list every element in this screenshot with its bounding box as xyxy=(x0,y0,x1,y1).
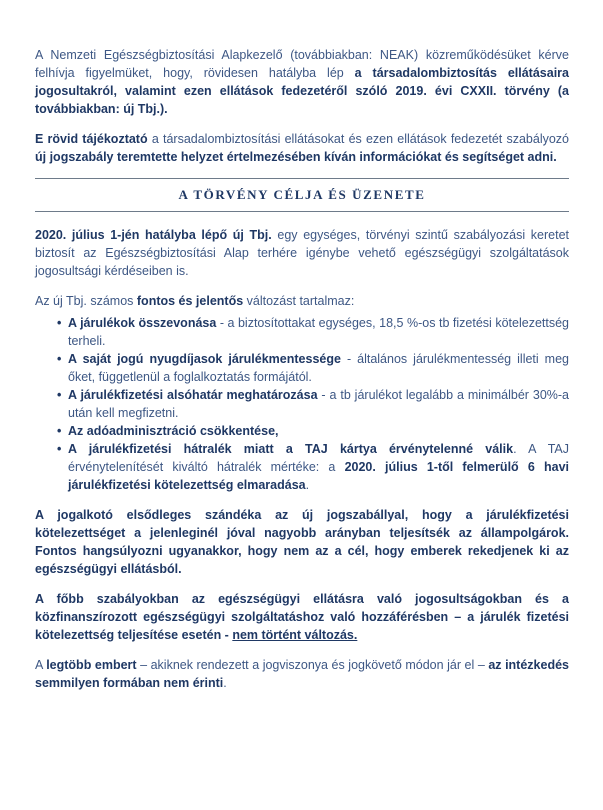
text-run: - általános járulékmentesség illeti meg őket, függetlenül a foglalkoztatás formájától. xyxy=(68,352,569,384)
bold-text-run: a társadalombiztosítás ellátásaira jogosultakról, valamint ezen ellátások fedezetéről szóló 2019. évi CXXII. törvény (a továbbiakban: új Tbj.). xyxy=(35,66,569,116)
bullet-item xyxy=(35,440,569,494)
bold-text-run: 2020. július 1-jén hatályba lépő új Tbj. xyxy=(35,228,272,242)
bold-text-run: A járulékok összevonása xyxy=(68,316,217,330)
text-run: . xyxy=(223,676,227,690)
bullet-item xyxy=(35,386,569,422)
text-run: a társadalombiztosítási ellátásokat és ezen ellátások fedezetét szabályozó xyxy=(147,132,569,146)
text-run: A xyxy=(35,658,47,672)
section-heading-title: A TÖRVÉNY CÉLJA ÉS ÜZENETE xyxy=(178,187,426,202)
text-run: - a tb járulékot legalább a minimálbér 30%-a után kell megfizetni. xyxy=(68,388,569,420)
paragraph-changes-lead xyxy=(35,292,569,310)
text-run: Az új Tbj. számos xyxy=(35,294,137,308)
bold-text-run: A járulékfizetési alsóhatár meghatározása xyxy=(68,388,318,402)
bullet-item xyxy=(35,314,569,350)
bold-text-run: új jogszabály teremtette helyzet értelmezésében kíván információkat és segítséget adni. xyxy=(35,150,557,164)
bullet-item xyxy=(35,422,569,440)
bullet-dot-icon: • xyxy=(57,442,62,456)
bullet-item xyxy=(35,350,569,386)
bold-text-run: E rövid tájékoztató xyxy=(35,132,148,146)
bold-text-run: 2020. július 1-től felmerülő 6 havi járulékfizetési kötelezettség elmaradása xyxy=(68,460,570,492)
bold-text-run: fontos és jelentős xyxy=(136,294,244,308)
text-run: – akiknek rendezett a jogviszonya és jogkövető módon jár el – xyxy=(136,658,489,672)
changes-bullet-list xyxy=(35,314,569,494)
text-run: A Nemzeti Egészségbiztosítási Alapkezelő (továbbiakban: NEAK) közreműködésüket kérve felhívja figyelmüket, hogy, rövidesen hatályba lép xyxy=(35,48,569,80)
bold-text-run: legtöbb embert xyxy=(46,658,137,672)
bullet-dot-icon: • xyxy=(57,424,62,438)
bold-text-run: A járulékfizetési hátralék miatt a TAJ kártya érvénytelenné válik xyxy=(68,442,514,456)
bold-text-run: A saját jogú nyugdíjasok járulékmentessége xyxy=(68,352,341,366)
bold-text-run: A jogalkotó elsődleges szándéka az új jogszabállyal, hogy a járulékfizetési kötelezettséget a jelenleginél jóval nagyobb arányban teljesítsék az állampolgárok. Fontos hangsúlyozni ugyanakkor, hogy nem az a cél, hogy emberek rekedjenek ki az egészségügyi ellátásból. xyxy=(35,508,569,576)
paragraph-tajekoztato xyxy=(35,130,569,166)
paragraph-neak-intro xyxy=(35,46,569,118)
bullet-dot-icon: • xyxy=(57,316,62,330)
bullet-dot-icon: • xyxy=(57,388,62,402)
bold-text-run: A főbb szabályokban az egészségügyi ellátásra való jogosultságokban és a közfinanszírozott egészségügyi szolgáltatáshoz való hozzáférésben – a járulék fizetési kötelezettség teljesítése esetén - xyxy=(35,592,569,642)
paragraph-tbj-effective xyxy=(35,226,569,280)
text-run: változást tartalmaz: xyxy=(243,294,355,308)
paragraph-legislator-intent xyxy=(35,506,569,578)
paragraph-no-change xyxy=(35,590,569,644)
text-run: egy egységes, törvényi szintű szabályozási keretet biztosít az Egészségbiztosítási Alap terhére igénybe vehető egészségügyi szolgáltatások jogosultsági kérdéseiben is. xyxy=(35,228,569,278)
bold-text-run: nem történt változás. xyxy=(232,628,358,642)
paragraph-most-people xyxy=(35,656,569,692)
bullet-dot-icon: • xyxy=(57,352,62,366)
text-run: - a biztosítottakat egységes, 18,5 %-os tb fizetési kötelezettség terheli. xyxy=(68,316,569,348)
text-run: . xyxy=(305,478,310,492)
section-heading-block xyxy=(35,178,569,212)
text-run: . A TAJ érvénytelenítését kiváltó hátralék mértéke: a xyxy=(68,442,569,474)
bold-text-run: Az adóadminisztráció csökkentése, xyxy=(68,424,279,438)
bold-text-run: az intézkedés semmilyen formában nem érinti xyxy=(35,658,569,690)
